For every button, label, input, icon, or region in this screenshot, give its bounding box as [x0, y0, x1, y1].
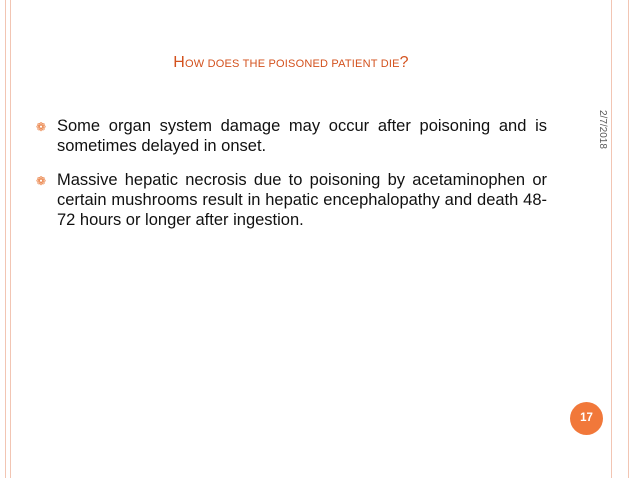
bullet-text: Massive hepatic necrosis due to poisoning by acetaminophen or certain mushrooms result in hepatic encephalopathy and death 48-72 hours or longer after ingestion. — [57, 171, 547, 229]
bullet-text: Some organ system damage may occur after poisoning and is sometimes delayed in onset. — [57, 117, 547, 155]
title-part-1: H — [173, 54, 186, 71]
slide-title — [0, 54, 582, 72]
border-line-right-inner — [611, 0, 612, 478]
bullet-item — [0, 116, 560, 156]
slide-date: 2/7/2018 — [597, 110, 608, 149]
bullet-item — [0, 170, 560, 230]
page-number-badge: 17 — [570, 402, 603, 435]
bullet-list — [0, 116, 560, 244]
title-part-3: ? — [399, 54, 409, 71]
border-line-right-outer — [628, 0, 629, 478]
circle-bullet-icon: ❁ — [36, 120, 47, 134]
circle-bullet-icon: ❁ — [36, 174, 47, 188]
title-part-2: OW DOES THE POISONED PATIENT DIE — [185, 58, 400, 70]
